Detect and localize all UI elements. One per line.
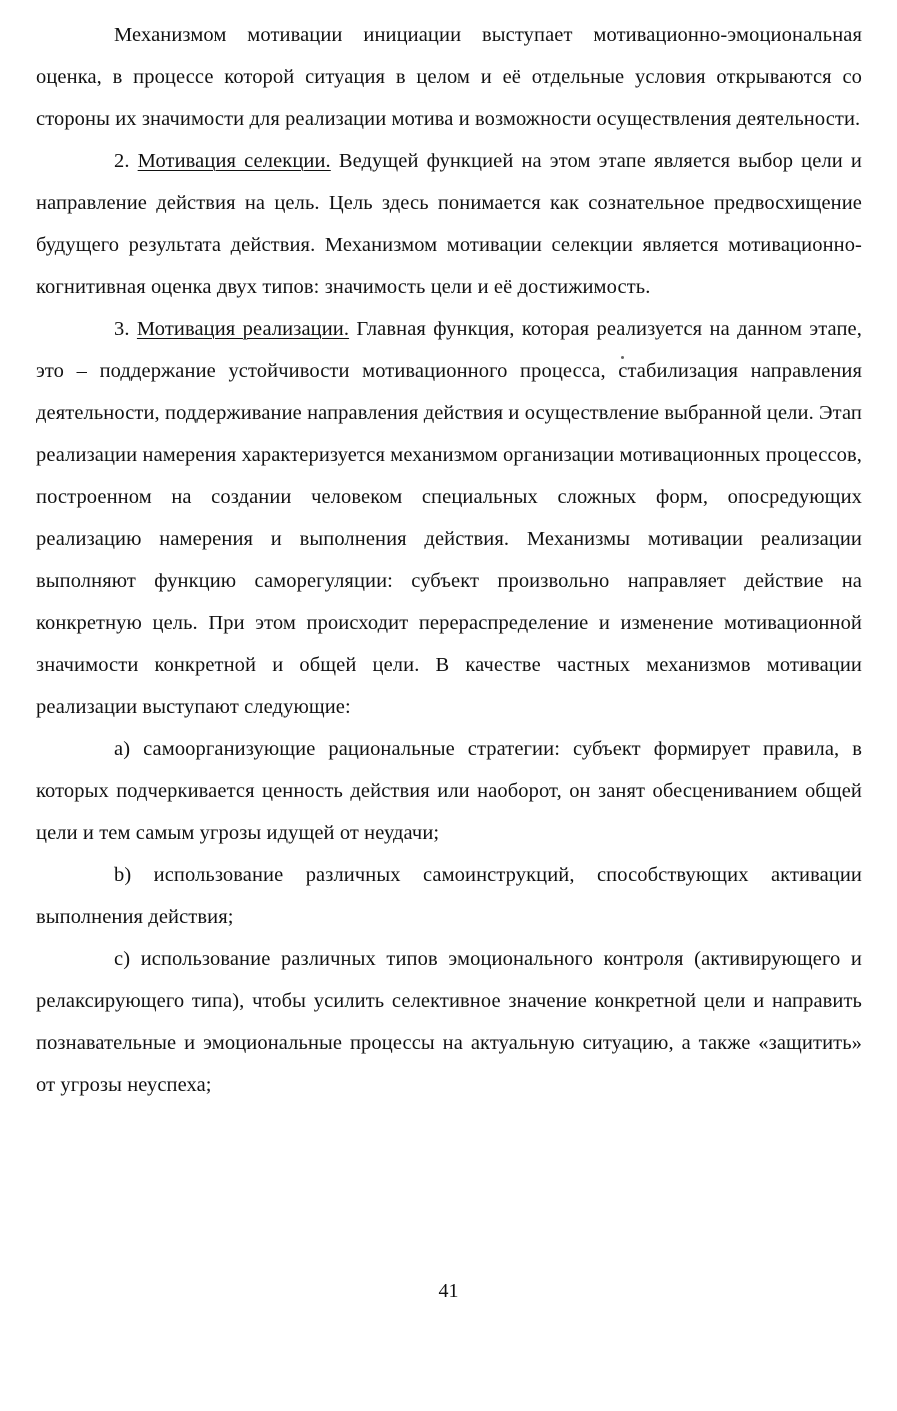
section-2-number: 2.: [114, 150, 130, 172]
page-number: 41: [438, 1280, 459, 1302]
section-3-text: Главная функция, которая реализуется на данном этапе, это – поддержание устойчивости мотивационного процесса, стабилизация направления деятельности, поддерживание направления действия и осуществление выбранной цели. Этап реализации намерения характеризуется механизмом организации мотивационных процессов, построенном на создании человеком специальных сложных форм, опосредующих реализацию намерения и выполнения действия. Механизмы мотивации реализации выполняют функцию саморегуляции: субъект произвольно направляет действие на конкретную цель. При этом происходит перераспределение и изменение мотивационной значимости конкретной и общей цели. В качестве частных механизмов мотивации реализации выступают следующие:: [36, 318, 862, 718]
scan-speck: [621, 356, 624, 359]
section-3-number: 3.: [114, 318, 130, 340]
list-item-a-text: а) самоорганизующие рациональные стратегии: субъект формирует правила, в которых подчеркивается ценность действия или наоборот, он занят обесцениванием общей цели и тем самым угрозы идущей от неудачи;: [36, 738, 862, 844]
list-item-b-text: b) использование различных самоинструкций, способствующих активации выполнения действия;: [36, 864, 862, 928]
section-2-title: Мотивация селекции.: [137, 150, 331, 172]
list-item-c: [36, 938, 862, 1106]
section-2-text: Ведущей функцией на этом этапе является выбор цели и направление действия на цель. Цель здесь понимается как сознательное предвосхищение будущего результата действия. Механизмом мотивации селекции является мотивационно-когнитивная оценка двух типов: значимость цели и её достижимость.: [36, 150, 862, 298]
list-item-c-text: с) использование различных типов эмоционального контроля (активирующего и релаксирующего типа), чтобы усилить селективное значение конкретной цели и направить познавательные и эмоциональные процессы на актуальную ситуацию, а также «защитить» от угрозы неуспеха;: [36, 948, 862, 1096]
body-text: [36, 14, 862, 1106]
paragraph-section-3: [36, 308, 862, 728]
paragraph-continuation-text: Механизмом мотивации инициации выступает мотивационно-эмоциональная оценка, в процессе которой ситуация в целом и её отдельные условия открываются со стороны их значимости для реализации мотива и возможности осуществления деятельности.: [36, 24, 862, 130]
list-item-a: [36, 728, 862, 854]
paragraph-section-2: [36, 140, 862, 308]
section-3-title: Мотивация реализации.: [136, 318, 350, 340]
paragraph-continuation: [36, 14, 862, 140]
list-item-b: [36, 854, 862, 938]
